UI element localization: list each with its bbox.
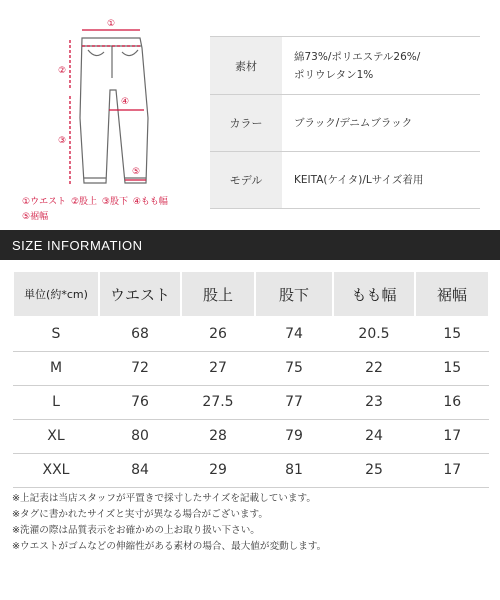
table-row — [13, 453, 489, 487]
spec-row-model — [210, 152, 480, 209]
table-cell: 77 — [255, 385, 333, 419]
table-cell: 24 — [333, 419, 415, 453]
spec-row-material — [210, 37, 480, 95]
diagram-legend — [22, 195, 202, 225]
table-row — [13, 351, 489, 385]
spec-value: KEITA(ケイタ)/Lサイズ着用 — [294, 174, 424, 186]
legend-inseam: ③股下 — [101, 197, 128, 207]
spec-label: カラー — [210, 95, 282, 151]
table-cell: 23 — [333, 385, 415, 419]
table-cell: 79 — [255, 419, 333, 453]
spec-value-line: ポリウレタン1% — [294, 68, 374, 81]
note-line: ※タグに書かれたサイズと実寸が異なる場合がございます。 — [12, 509, 268, 520]
size-label: M — [13, 351, 99, 385]
spec-value — [282, 37, 480, 94]
pants-illustration — [12, 18, 192, 198]
table-row — [13, 419, 489, 453]
table-cell: 28 — [181, 419, 255, 453]
table-cell: 15 — [415, 317, 489, 351]
size-table-header — [13, 271, 489, 317]
note-line: ※洗濯の際は品質表示をお確かめの上お取り扱い下さい。 — [12, 525, 260, 536]
size-label: XL — [13, 419, 99, 453]
table-cell: 74 — [255, 317, 333, 351]
spec-table — [210, 36, 480, 209]
size-label: XXL — [13, 453, 99, 487]
header-inseam: 股下 — [255, 271, 333, 317]
size-information-banner: SIZE INFORMATION — [0, 230, 500, 260]
table-cell: 22 — [333, 351, 415, 385]
spec-value-line: 綿73%/ポリエステル26%/ — [294, 50, 421, 63]
note-line: ※ウエストがゴムなどの伸縮性がある素材の場合、最大値が変動します。 — [12, 541, 327, 552]
marker-waist: ① — [106, 19, 116, 29]
table-cell: 16 — [415, 385, 489, 419]
marker-hem: ⑤ — [131, 167, 141, 177]
note-line: ※上記表は当店スタッフが平置きで採寸したサイズを記載しています。 — [12, 493, 316, 504]
spec-row-color — [210, 95, 480, 152]
header-hem: 裾幅 — [415, 271, 489, 317]
table-cell: 15 — [415, 351, 489, 385]
table-cell: 68 — [99, 317, 181, 351]
header-thigh: もも幅 — [333, 271, 415, 317]
marker-rise: ② — [57, 66, 67, 76]
table-cell: 17 — [415, 419, 489, 453]
table-cell: 27.5 — [181, 385, 255, 419]
table-row — [13, 385, 489, 419]
table-cell: 72 — [99, 351, 181, 385]
spec-value: ブラック/デニムブラック — [294, 117, 413, 129]
legend-waist: ①ウエスト — [22, 197, 67, 207]
table-cell: 26 — [181, 317, 255, 351]
legend-hem: ⑤裾幅 — [22, 212, 49, 222]
table-cell: 81 — [255, 453, 333, 487]
size-label: S — [13, 317, 99, 351]
table-cell: 29 — [181, 453, 255, 487]
size-label: L — [13, 385, 99, 419]
table-cell: 17 — [415, 453, 489, 487]
legend-thigh: ④もも幅 — [132, 197, 168, 207]
size-table — [12, 270, 490, 488]
table-row — [13, 317, 489, 351]
table-cell: 76 — [99, 385, 181, 419]
header-unit: 単位(約*cm) — [13, 271, 99, 317]
table-cell: 20.5 — [333, 317, 415, 351]
table-cell: 80 — [99, 419, 181, 453]
spec-label: モデル — [210, 152, 282, 208]
legend-rise: ②股上 — [70, 197, 98, 207]
table-cell: 25 — [333, 453, 415, 487]
header-waist: ウエスト — [99, 271, 181, 317]
table-cell: 27 — [181, 351, 255, 385]
spec-label: 素材 — [210, 37, 282, 94]
table-cell: 84 — [99, 453, 181, 487]
marker-inseam: ③ — [57, 136, 67, 146]
marker-thigh: ④ — [120, 97, 130, 107]
table-cell: 75 — [255, 351, 333, 385]
notes — [12, 491, 492, 555]
header-rise: 股上 — [181, 271, 255, 317]
